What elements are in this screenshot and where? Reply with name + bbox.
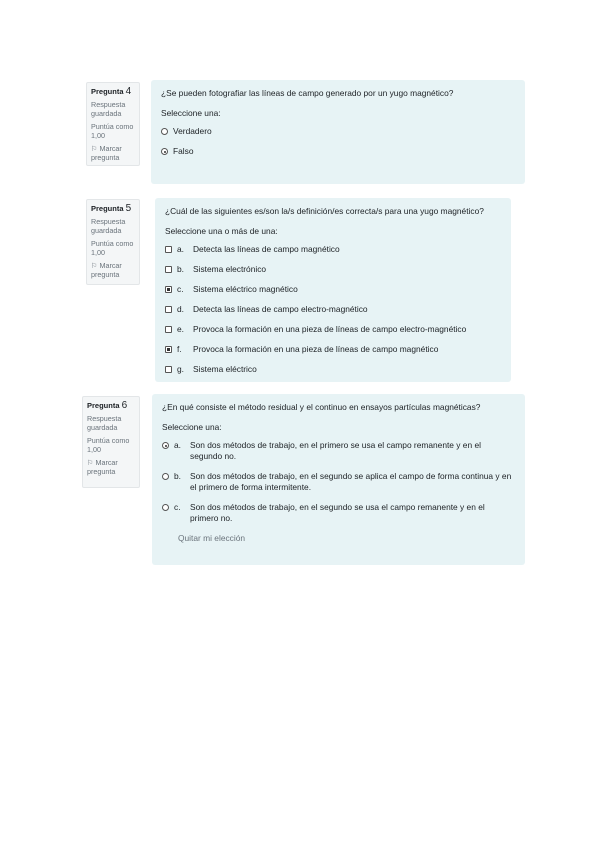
answer-option[interactable]: g. Sistema eléctrico xyxy=(165,364,501,375)
question-text: ¿Se pueden fotografiar las líneas de campo generado por un yugo magnético? xyxy=(161,88,454,98)
answer-option[interactable]: b. Sistema electrónico xyxy=(165,264,501,275)
answer-prompt: Seleccione una: xyxy=(161,108,221,118)
flag-question-link[interactable]: ⚐ Marcar pregunta xyxy=(91,261,122,279)
answer-option[interactable]: e. Provoca la formación en una pieza de líneas de campo electro-magnético xyxy=(165,324,501,335)
question-score: Puntúa como 1,00 xyxy=(87,436,130,454)
question-status: Respuesta guardada xyxy=(91,217,126,235)
checkbox[interactable] xyxy=(165,306,172,313)
question-score: Puntúa como 1,00 xyxy=(91,239,134,257)
flag-question-link[interactable]: ⚐ Marcar pregunta xyxy=(87,458,118,476)
radio-button[interactable] xyxy=(162,504,169,511)
radio-button[interactable] xyxy=(162,442,169,449)
answer-prompt: Seleccione una: xyxy=(162,422,222,432)
checkbox[interactable] xyxy=(165,286,172,293)
answer-option[interactable]: a. Detecta las líneas de campo magnético xyxy=(165,244,501,255)
flag-icon: ⚐ xyxy=(91,144,98,153)
question-content xyxy=(155,198,511,382)
flag-question-link[interactable]: ⚐ Marcar pregunta xyxy=(91,144,122,162)
question-score: Puntúa como 1,00 xyxy=(91,122,134,140)
answer-option[interactable]: c. Sistema eléctrico magnético xyxy=(165,284,501,295)
clear-choice-link[interactable]: Quitar mi elección xyxy=(178,533,246,543)
question-status: Respuesta guardada xyxy=(91,100,126,118)
question-info xyxy=(86,82,140,166)
answer-option[interactable]: c. Son dos métodos de trabajo, en el segundo se usa el campo remanente y en el primero no. xyxy=(162,502,515,524)
answer-option[interactable]: f. Provoca la formación en una pieza de líneas de campo magnético xyxy=(165,344,501,355)
question-content xyxy=(151,80,525,184)
question-text: ¿En qué consiste el método residual y el continuo en ensayos partículas magnéticas? xyxy=(162,402,481,412)
answer-option[interactable]: a. Son dos métodos de trabajo, en el primero se usa el campo remanente y en el segundo no. xyxy=(162,440,515,462)
flag-icon: ⚐ xyxy=(91,261,98,270)
checkbox[interactable] xyxy=(165,246,172,253)
answer-option[interactable]: Verdadero xyxy=(161,126,515,137)
checkbox[interactable] xyxy=(165,326,172,333)
answer-prompt: Seleccione una o más de una: xyxy=(165,226,278,236)
question-number: Pregunta 6 xyxy=(87,400,128,411)
checkbox[interactable] xyxy=(165,366,172,373)
checkbox[interactable] xyxy=(165,266,172,273)
question-number: Pregunta 4 xyxy=(91,86,132,97)
answer-option[interactable]: b. Son dos métodos de trabajo, en el segundo se aplica el campo de forma continua y en el primero de forma intermitente. xyxy=(162,471,515,493)
question-content xyxy=(152,394,525,565)
radio-button[interactable] xyxy=(162,473,169,480)
question-text: ¿Cuál de las siguientes es/son la/s definición/es correcta/s para una yugo magnético? xyxy=(165,206,484,216)
question-status: Respuesta guardada xyxy=(87,414,122,432)
answer-option[interactable]: d. Detecta las líneas de campo electro-magnético xyxy=(165,304,501,315)
answer-option[interactable]: Falso xyxy=(161,146,515,157)
flag-icon: ⚐ xyxy=(87,458,94,467)
question-number: Pregunta 5 xyxy=(91,203,132,214)
checkbox[interactable] xyxy=(165,346,172,353)
question-info xyxy=(82,396,140,488)
radio-button[interactable] xyxy=(161,128,168,135)
question-info xyxy=(86,199,140,285)
radio-button[interactable] xyxy=(161,148,168,155)
